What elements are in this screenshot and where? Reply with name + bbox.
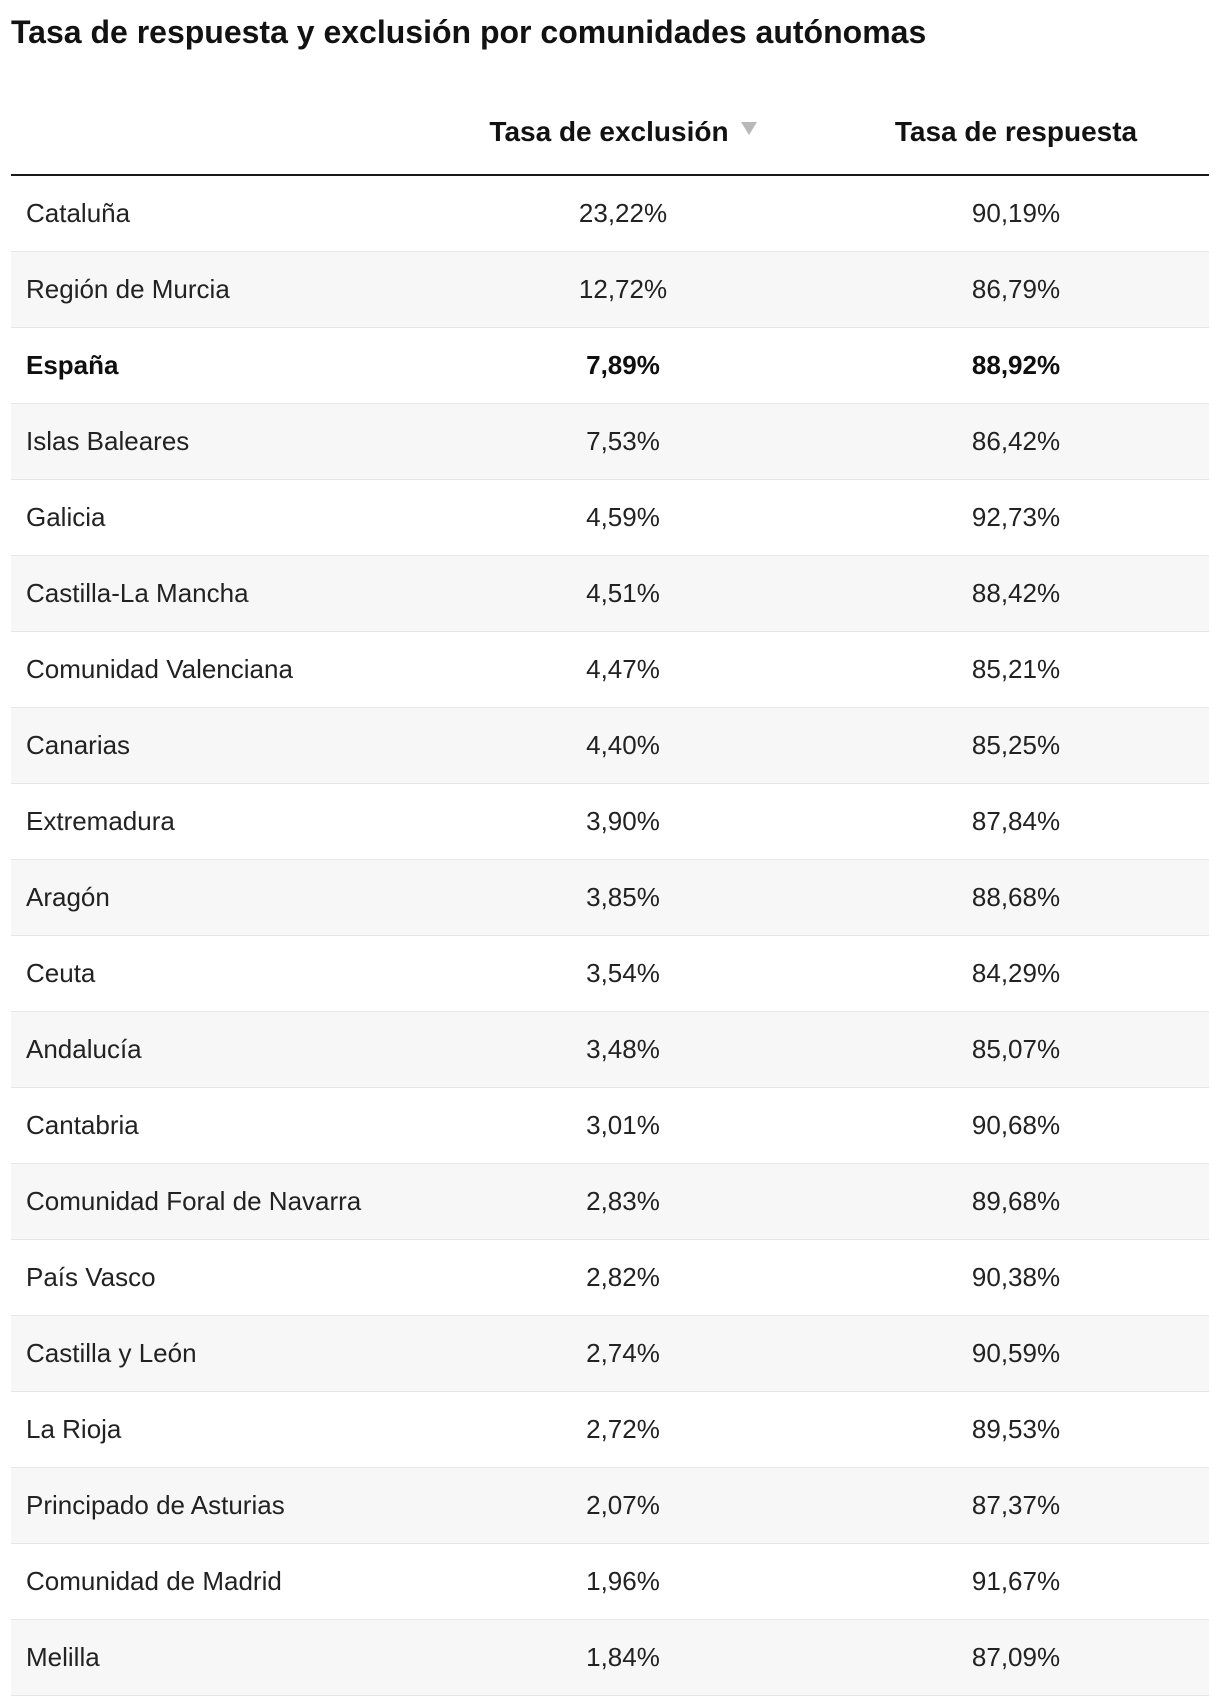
respuesta-value-cell: 88,92% (823, 327, 1209, 403)
region-cell: Islas Baleares (11, 403, 423, 479)
table-row (11, 707, 1209, 783)
region-cell: Melilla (11, 1619, 423, 1695)
sort-descending-icon (741, 122, 757, 135)
exclusion-value-cell: 4,51% (423, 555, 823, 631)
respuesta-value-cell: 85,07% (823, 1011, 1209, 1087)
region-cell: Comunidad Foral de Navarra (11, 1163, 423, 1239)
respuesta-value-cell: 88,42% (823, 555, 1209, 631)
table-row (11, 1087, 1209, 1163)
exclusion-value-cell: 4,47% (423, 631, 823, 707)
respuesta-value-cell: 87,37% (823, 1467, 1209, 1543)
table-row (11, 1239, 1209, 1315)
exclusion-value-cell: 7,53% (423, 403, 823, 479)
column-header-respuesta-label: Tasa de respuesta (894, 116, 1138, 147)
table-row (11, 935, 1209, 1011)
column-header-respuesta[interactable] (823, 94, 1209, 175)
table-row (11, 859, 1209, 935)
respuesta-value-cell: 89,53% (823, 1391, 1209, 1467)
respuesta-value-cell: 89,68% (823, 1163, 1209, 1239)
region-cell: Principado de Asturias (11, 1467, 423, 1543)
exclusion-value-cell: 3,48% (423, 1011, 823, 1087)
table-row (11, 1011, 1209, 1087)
region-cell: País Vasco (11, 1239, 423, 1315)
respuesta-value-cell: 91,67% (823, 1543, 1209, 1619)
column-header-exclusion-label: Tasa de exclusión (489, 116, 729, 147)
region-cell: Cataluña (11, 175, 423, 251)
table-row (11, 1467, 1209, 1543)
data-table (11, 94, 1209, 1696)
exclusion-value-cell: 1,84% (423, 1619, 823, 1695)
table-row (11, 479, 1209, 555)
region-cell: Castilla y León (11, 1315, 423, 1391)
table-title: Tasa de respuesta y exclusión por comunidades autónomas (11, 14, 927, 50)
region-cell: Región de Murcia (11, 251, 423, 327)
region-cell: Ceuta (11, 935, 423, 1011)
region-cell: Aragón (11, 859, 423, 935)
respuesta-value-cell: 90,19% (823, 175, 1209, 251)
table-row (11, 555, 1209, 631)
region-cell: Comunidad de Madrid (11, 1543, 423, 1619)
exclusion-value-cell: 23,22% (423, 175, 823, 251)
respuesta-value-cell: 86,42% (823, 403, 1209, 479)
table-row (11, 1543, 1209, 1619)
exclusion-value-cell: 3,01% (423, 1087, 823, 1163)
region-cell: Extremadura (11, 783, 423, 859)
region-cell: Cantabria (11, 1087, 423, 1163)
respuesta-value-cell: 84,29% (823, 935, 1209, 1011)
column-header-region (11, 94, 423, 175)
region-cell: España (11, 327, 423, 403)
table-row (11, 1163, 1209, 1239)
region-cell: Galicia (11, 479, 423, 555)
respuesta-value-cell: 86,79% (823, 251, 1209, 327)
region-cell: Castilla-La Mancha (11, 555, 423, 631)
table-row (11, 1619, 1209, 1695)
respuesta-value-cell: 90,68% (823, 1087, 1209, 1163)
table-row (11, 251, 1209, 327)
header-row (11, 94, 1209, 175)
exclusion-value-cell: 7,89% (423, 327, 823, 403)
exclusion-value-cell: 2,82% (423, 1239, 823, 1315)
region-cell: Canarias (11, 707, 423, 783)
table-row (11, 1391, 1209, 1467)
exclusion-value-cell: 4,59% (423, 479, 823, 555)
table-row (11, 631, 1209, 707)
respuesta-value-cell: 90,59% (823, 1315, 1209, 1391)
exclusion-value-cell: 2,83% (423, 1163, 823, 1239)
respuesta-value-cell: 85,21% (823, 631, 1209, 707)
region-cell: La Rioja (11, 1391, 423, 1467)
region-cell: Comunidad Valenciana (11, 631, 423, 707)
respuesta-value-cell: 87,09% (823, 1619, 1209, 1695)
region-cell: Andalucía (11, 1011, 423, 1087)
table-body (11, 175, 1209, 1695)
exclusion-value-cell: 4,40% (423, 707, 823, 783)
respuesta-value-cell: 85,25% (823, 707, 1209, 783)
exclusion-value-cell: 3,90% (423, 783, 823, 859)
column-header-exclusion[interactable] (423, 94, 823, 175)
table-row (11, 783, 1209, 859)
exclusion-value-cell: 3,85% (423, 859, 823, 935)
respuesta-value-cell: 90,38% (823, 1239, 1209, 1315)
table-row (11, 175, 1209, 251)
table-header (11, 94, 1209, 175)
exclusion-value-cell: 3,54% (423, 935, 823, 1011)
exclusion-value-cell: 12,72% (423, 251, 823, 327)
table-row (11, 403, 1209, 479)
exclusion-value-cell: 2,74% (423, 1315, 823, 1391)
respuesta-value-cell: 92,73% (823, 479, 1209, 555)
table-row (11, 1315, 1209, 1391)
respuesta-value-cell: 87,84% (823, 783, 1209, 859)
exclusion-value-cell: 2,72% (423, 1391, 823, 1467)
exclusion-value-cell: 2,07% (423, 1467, 823, 1543)
respuesta-value-cell: 88,68% (823, 859, 1209, 935)
exclusion-value-cell: 1,96% (423, 1543, 823, 1619)
table-row (11, 327, 1209, 403)
